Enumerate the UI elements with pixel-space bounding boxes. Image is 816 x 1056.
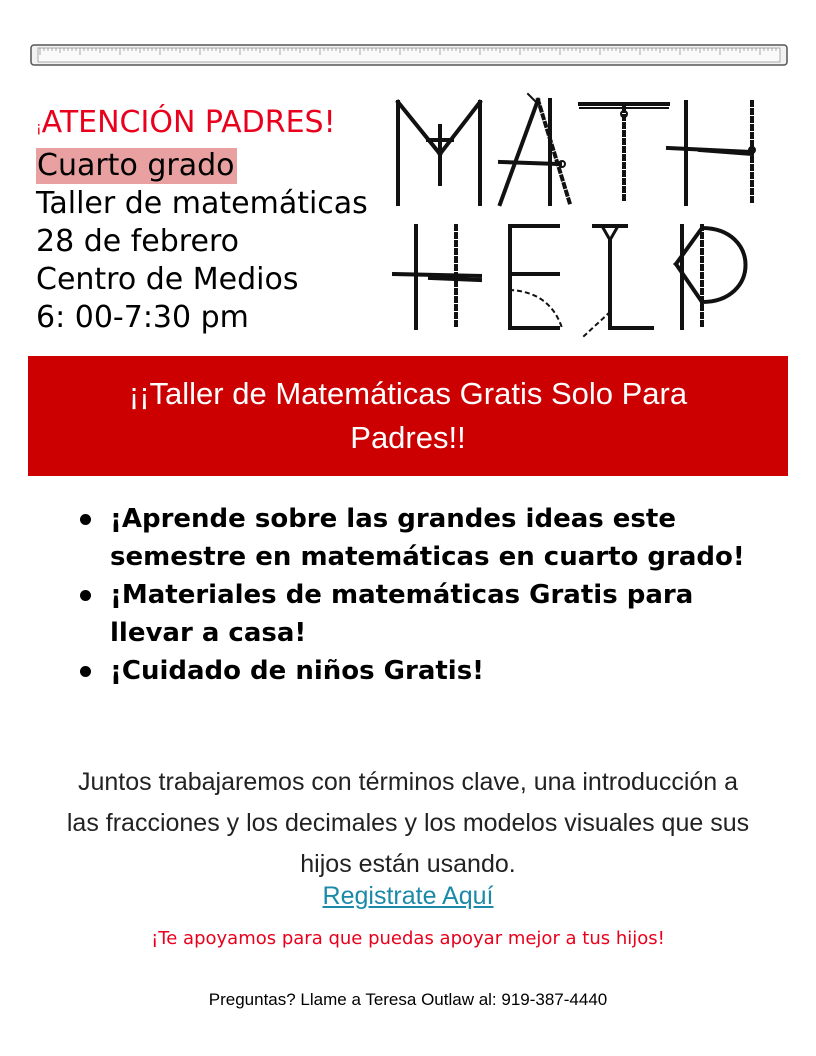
math-help-logo [390,92,766,340]
event-place: Centro de Medios [36,262,299,297]
list-item: ¡Cuidado de niños Gratis! [80,652,760,690]
bullet-icon [80,666,91,677]
bullet-icon [80,514,91,525]
support-tagline: ¡Te apoyamos para que puedas apoyar mejor a tus hijos! [151,928,665,949]
description-paragraph: Juntos trabajaremos con términos clave, una introducción a las fracciones y los decimales y los modelos visuales que sus hijos están usando. [66,768,750,878]
contact-line: Preguntas? Llame a Teresa Outlaw al: 919-387-4440 [208,990,608,1009]
attention-heading: ¡ATENCIÓN PADRES! [36,105,336,140]
list-item: ¡Aprende sobre las grandes ideas este semestre en matemáticas en cuarto grado! [80,500,760,576]
bullet-icon [80,590,91,601]
register-link[interactable]: Registrate Aquí [322,882,494,910]
event-date: 28 de febrero [36,224,239,259]
event-info [36,104,368,337]
workshop-label: Taller de matemáticas [36,186,368,221]
grade-label: Cuarto grado [37,148,235,183]
ruler-graphic [30,44,788,66]
list-item: ¡Materiales de matemáticas Gratis para llevar a casa! [80,576,760,652]
benefits-list [80,500,760,690]
free-workshop-banner [28,356,788,476]
event-time: 6: 00-7:30 pm [36,300,249,335]
banner-text: ¡¡Taller de Matemáticas Gratis Solo Para Padres!! [128,376,688,455]
